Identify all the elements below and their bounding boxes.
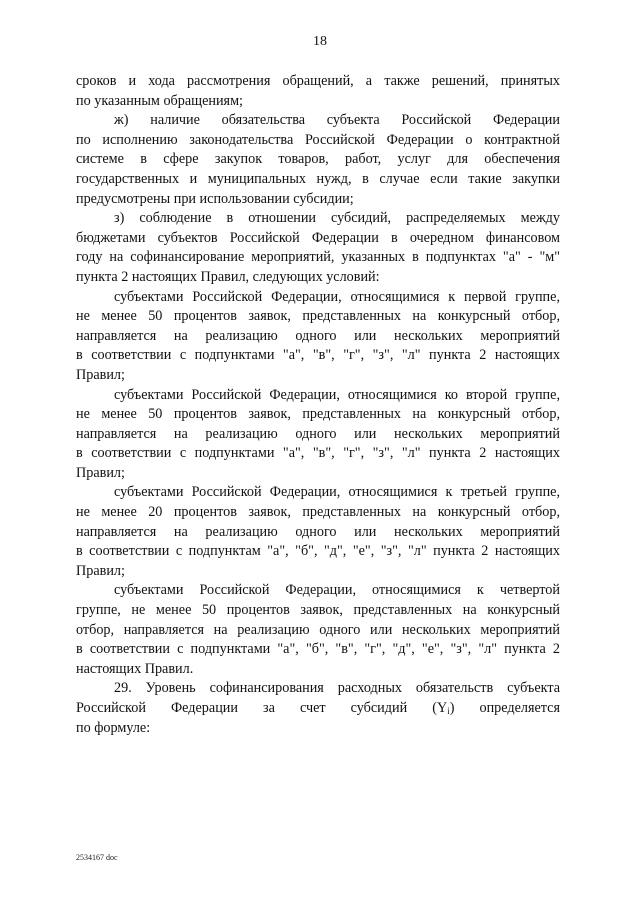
text-line-content: з) соблюдение в отношении субсидий, распределяемых между [114,210,560,227]
text-line-content: Российской Федерации за счет субсидий (Y [76,700,448,716]
text-line [76,92,560,112]
text-line [76,229,560,249]
text-line-content: по указанным обращениям; [76,92,244,109]
text-line-content: в соответствии с подпунктами "а", "б", "в", "г", "д", "е", "з", "л" пункта 2 [76,641,560,658]
text-line [76,542,560,562]
text-line-content: в соответствии с подпунктам "а", "б", "д", "е", "з", "л" пункта 2 настоящих [76,543,560,560]
text-line [76,562,560,582]
text-line [76,601,560,621]
text-line [76,72,560,92]
text-line-content: Правил; [76,464,125,481]
text-line [76,483,560,503]
text-line [76,268,560,288]
text-line-content: в соответствии с подпунктами "а", "в", "г", "з", "л" пункта 2 настоящих [76,347,560,364]
text-line-content: системе в сфере закупок товаров, работ, услуг для обеспечения [76,151,560,168]
text-line [76,581,560,601]
text-line [76,307,560,327]
text-line [76,346,560,366]
text-line-content: группе, не менее 50 процентов заявок, представленных на конкурсный [76,602,560,619]
text-line-content: Правил; [76,366,125,383]
text-line [76,699,560,719]
text-line-content: не менее 20 процентов заявок, представленных на конкурсный отбор, [76,504,560,521]
text-line [76,209,560,229]
text-line-content: направляется на реализацию одного или нескольких мероприятий [76,523,560,540]
text-line-content: по исполнению законодательства Российской Федерации о контрактной [76,131,560,148]
document-body [76,72,560,738]
page-number: 18 [313,34,327,49]
text-line [76,248,560,268]
text-line-continuation: ) определяется [449,700,560,716]
subscript-index: i [447,706,450,716]
text-line [76,366,560,386]
text-line [76,523,560,543]
text-line [76,719,560,739]
text-line [76,386,560,406]
text-line-content: 29. Уровень софинансирования расходных обязательств субъекта [114,680,560,697]
text-line-content: сроков и хода рассмотрения обращений, а также решений, принятых [76,73,560,89]
text-line-content: государственных и муниципальных нужд, в случае если такие закупки [76,170,560,187]
text-line [76,170,560,190]
text-line [76,190,560,210]
text-line [76,111,560,131]
text-line-content: направляется на реализацию одного или нескольких мероприятий [76,425,560,442]
text-line [76,503,560,523]
text-line-content: настоящих Правил. [76,660,194,677]
text-line-content: в соответствии с подпунктами "а", "в", "г", "з", "л" пункта 2 настоящих [76,445,560,462]
text-line [76,425,560,445]
text-line-content: году на софинансирование мероприятий, указанных в подпунктах "а" - "м" [76,249,560,266]
text-line-content: отбор, направляется на реализацию одного или нескольких мероприятий [76,621,560,638]
text-line [76,327,560,347]
text-line-content: субъектами Российской Федерации, относящимися ко второй группе, [114,386,560,403]
text-line [76,679,560,699]
text-line-content: пункта 2 настоящих Правил, следующих условий: [76,268,380,285]
text-line-content: субъектами Российской Федерации, относящимися к четвертой [114,582,560,599]
text-line-content: не менее 50 процентов заявок, представленных на конкурсный отбор, [76,308,560,325]
text-line-content: направляется на реализацию одного или нескольких мероприятий [76,327,560,344]
text-line-content: субъектами Российской Федерации, относящимися к первой группе, [114,288,560,305]
text-line [76,621,560,641]
text-line [76,660,560,680]
text-line-content: по формуле: [76,719,151,736]
text-line [76,464,560,484]
text-line [76,444,560,464]
text-line [76,131,560,151]
text-line-content: Правил; [76,562,125,579]
text-line-content: не менее 50 процентов заявок, представленных на конкурсный отбор, [76,406,560,423]
text-line [76,640,560,660]
document-id-footer: 2534167 doc [76,853,118,862]
text-line-content: субъектами Российской Федерации, относящимися к третьей группе, [114,484,560,501]
text-line [76,150,560,170]
text-line [76,405,560,425]
text-line-content: предусмотрены при использовании субсидии; [76,190,354,207]
text-line [76,288,560,308]
text-line-content: ж) наличие обязательства субъекта Российской Федерации [114,112,560,129]
text-line-content: бюджетами субъектов Российской Федерации в очередном финансовом [76,229,560,246]
